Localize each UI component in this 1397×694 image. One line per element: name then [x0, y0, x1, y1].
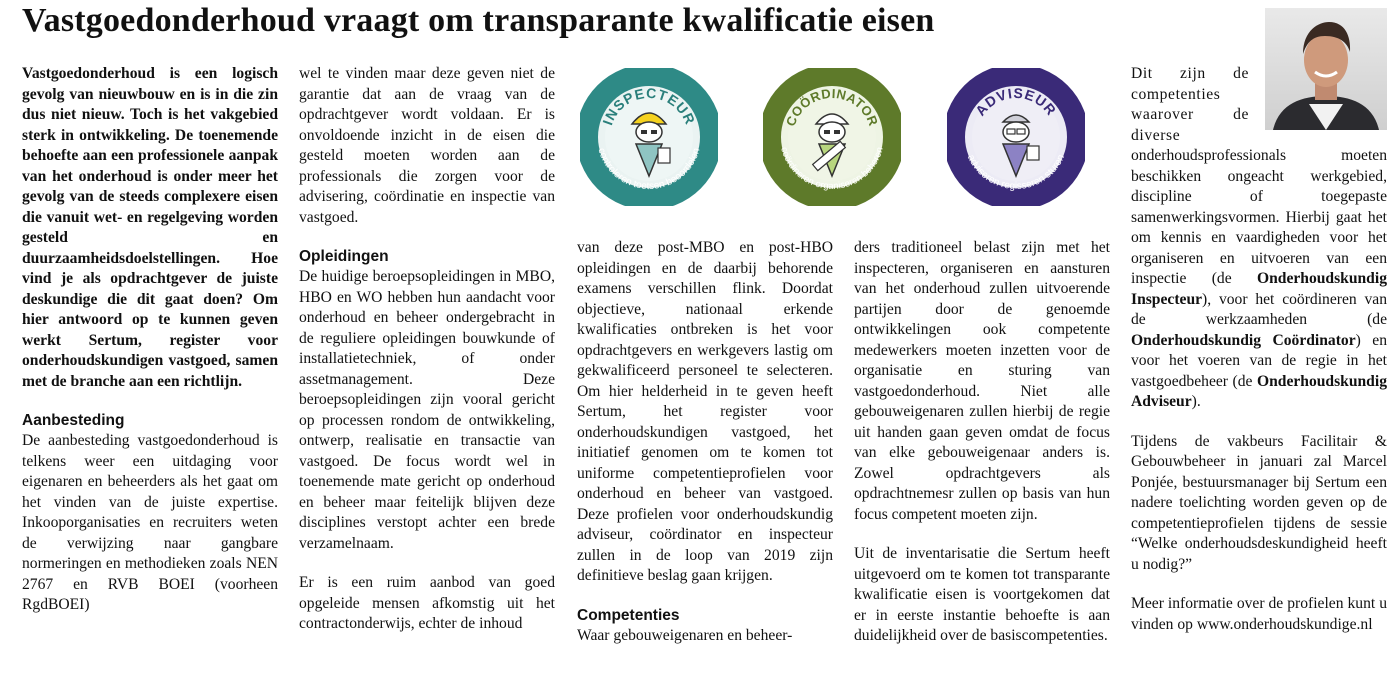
column-5: [1131, 64, 1387, 635]
col5-text-b: ), voor het coördineren van de werkzaamheden (de: [1131, 290, 1387, 328]
paragraph-inventarisatie: Uit de inventarisatie die Sertum heeft uitgevoerd om te komen tot transparante kwalificatie eisen is voortgekomen dat er in eerste instantie behoefte is aan duidelijkheid over de basiscompetenties.: [854, 545, 1110, 644]
bold-inspecteur: Onderhoudskundig Inspecteur: [1131, 270, 1387, 308]
article-title: Vastgoedonderhoud vraagt om transparante kwalificatie eisen: [22, 2, 935, 39]
col5-text-a: onderhoudsprofessionals moeten beschikken ongeacht werkgebied, discipline of toegepaste samenwerkingsvormen. Hierbij gaat het om kennis en vaardigheden voor het organiseren en uitvoeren van een inspectie (de: [1131, 147, 1387, 287]
logo-adviseur-title: ADVISEUR: [972, 84, 1060, 119]
logo-coordinator-title: COÖRDINATOR: [782, 85, 882, 129]
bold-adviseur: Onderhoudskundig Adviseur: [1131, 372, 1387, 410]
heading-aanbesteding: Aanbesteding: [22, 412, 125, 429]
column-4: [854, 238, 1110, 647]
col5-text-d: ).: [1191, 393, 1201, 410]
paragraph-aanbesteding: De aanbesteding vastgoedonderhoud is telkens weer een uitdaging voor eigenaren en beheerders als het gaat om het vinden van de juiste expertise. Inkooporganisaties en recruiters weten de verwijzing naar gangbare normeringen en methodieken zoals NEN 2767 en RVB BOEI (voorheen RgdBOEI): [22, 432, 278, 613]
paragraph-col5-lead: Dit zijn de competenties waarover de diverse: [1131, 65, 1249, 144]
logo-inspecteur: [580, 68, 718, 206]
paragraph-competenties-cont: ders traditioneel belast zijn met het inspecteren, organiseren en aansturen van het onderhoud zullen uitvoerende partijen door de genoemde ontwikkelingen ook competente medewerkers moeten inzetten voor de organisatie en sturing van vastgoedonderhoud. Niet alle gebouweigenaren zullen hierbij de regie uit handen gaan geven omdat de focus van elke gebouweigenaar anders is. Zowel opdrachtgevers als opdrachtnemesr zullen op basis van hun focus competent moeten zijn.: [854, 239, 1110, 523]
paragraph-competenties: Waar gebouweigenaren en beheer-: [577, 626, 793, 644]
paragraph-opleidingen-3: van deze post-MBO en post-HBO opleidingen en de daarbij behorende examens verschillen flink. Doordat objectieve, nationaal erkende kwalificaties ontbreken is het voor opdrachtgevers en werkgevers lastig om gekwalificeerd personeel te selecteren. Om hier helderheid in te geven heeft Sertum, het register voor onderhoudskundigen vastgoed, het initiatief genomen om te komen tot uniforme competentieprofielen voor onderhoud en beheer van vastgoed. Deze profielen voor onderhoudskundig adviseur, coördinator en inspecteur zullen in de loop van 2019 zijn definitieve beslag gaan krijgen.: [577, 239, 833, 584]
col5-text-c: ) en voor het voeren van de regie in het vastgoedbeheer (de: [1131, 331, 1387, 390]
paragraph-opleidingen-2: Er is een ruim aanbod van goed opgeleide mensen afkomstig uit het contractonderwijs, echter de inhoud: [299, 574, 555, 632]
bold-coordinator: Onderhoudskundig Coördinator: [1131, 331, 1356, 349]
logo-coordinator-ring-text: coördineren organiseren beheren: [778, 145, 886, 193]
paragraph-competenties-overview: [1131, 146, 1387, 413]
logo-inspecteur-title: INSPECTEUR: [599, 84, 699, 128]
column-2: [299, 64, 555, 635]
paragraph-opleidingen: De huidige beroepsopleidingen in MBO, HBO en WO hebben hun aandacht voor onderhoud en beheer ondergebracht in de reguliere opleidingen bouwkunde of installatietechniek, of onder assetmanagement. Deze beroepsopleidingen zijn vooral gericht op processen rondom de ontwikkeling, ontwerp, realisatie en transactie van vastgoed. De focus wordt wel in toenemende mate gericht op onderhoud en beheer maar feitelijk blijven deze disciplines verstopt achter een brede verzamelnaam.: [299, 268, 555, 552]
paragraph-vakbeurs: Tijdens de vakbeurs Facilitair & Gebouwbeheer in januari zal Marcel Ponjée, bestuursmanager bij Sertum een nadere toelichting worden geven op de competentieprofielen tijdens de sessie “Welke onderhoudsdeskundigheid heeft u nodig?”: [1131, 432, 1387, 573]
logo-inspecteur-ring-text: controleren toetsen beoordelen: [595, 146, 703, 193]
logo-coordinator: [763, 68, 901, 206]
column-3: [577, 238, 833, 646]
heading-opleidingen: Opleidingen: [299, 248, 389, 265]
heading-competenties: Competenties: [577, 606, 680, 624]
logo-adviseur-ring-text: adviseren regisseren sturen: [964, 152, 1068, 193]
article-intro: Vastgoedonderhoud is een logisch gevolg van nieuwbouw en is in die zin dus niet nieuw. Toch is het vakgebied sterk in ontwikkeling. De toenemende behoefte aan een professionele aanpak van het onderhoud is onder meer het gevolg van de steeds complexere eisen die vanuit wet- en regelgeving worden gesteld en duurzaamheidsdoelstellingen. Hoe vind je als opdrachtgever de juiste deskundige die dit gaat doen? Om hier antwoord op te kunnen geven werkt Sertum, register voor onderhoudskundigen vastgoed, samen met de branche aan een richtlijn.: [22, 65, 278, 390]
paragraph-aanbesteding-cont: wel te vinden maar deze geven niet de garantie dat aan de vraag van de opdrachtgever wordt voldaan. Er is onvoldoende inzicht in de eisen die gesteld moeten worden aan de professionals die zorgen voor de advisering, coördinatie en inspectie van vastgoed.: [299, 65, 555, 226]
column-1: [22, 64, 278, 616]
paragraph-meer-info: Meer informatie over de profielen kunt u vinden op www.onderhoudskundige.nl: [1131, 595, 1387, 633]
logo-adviseur: [947, 68, 1085, 206]
